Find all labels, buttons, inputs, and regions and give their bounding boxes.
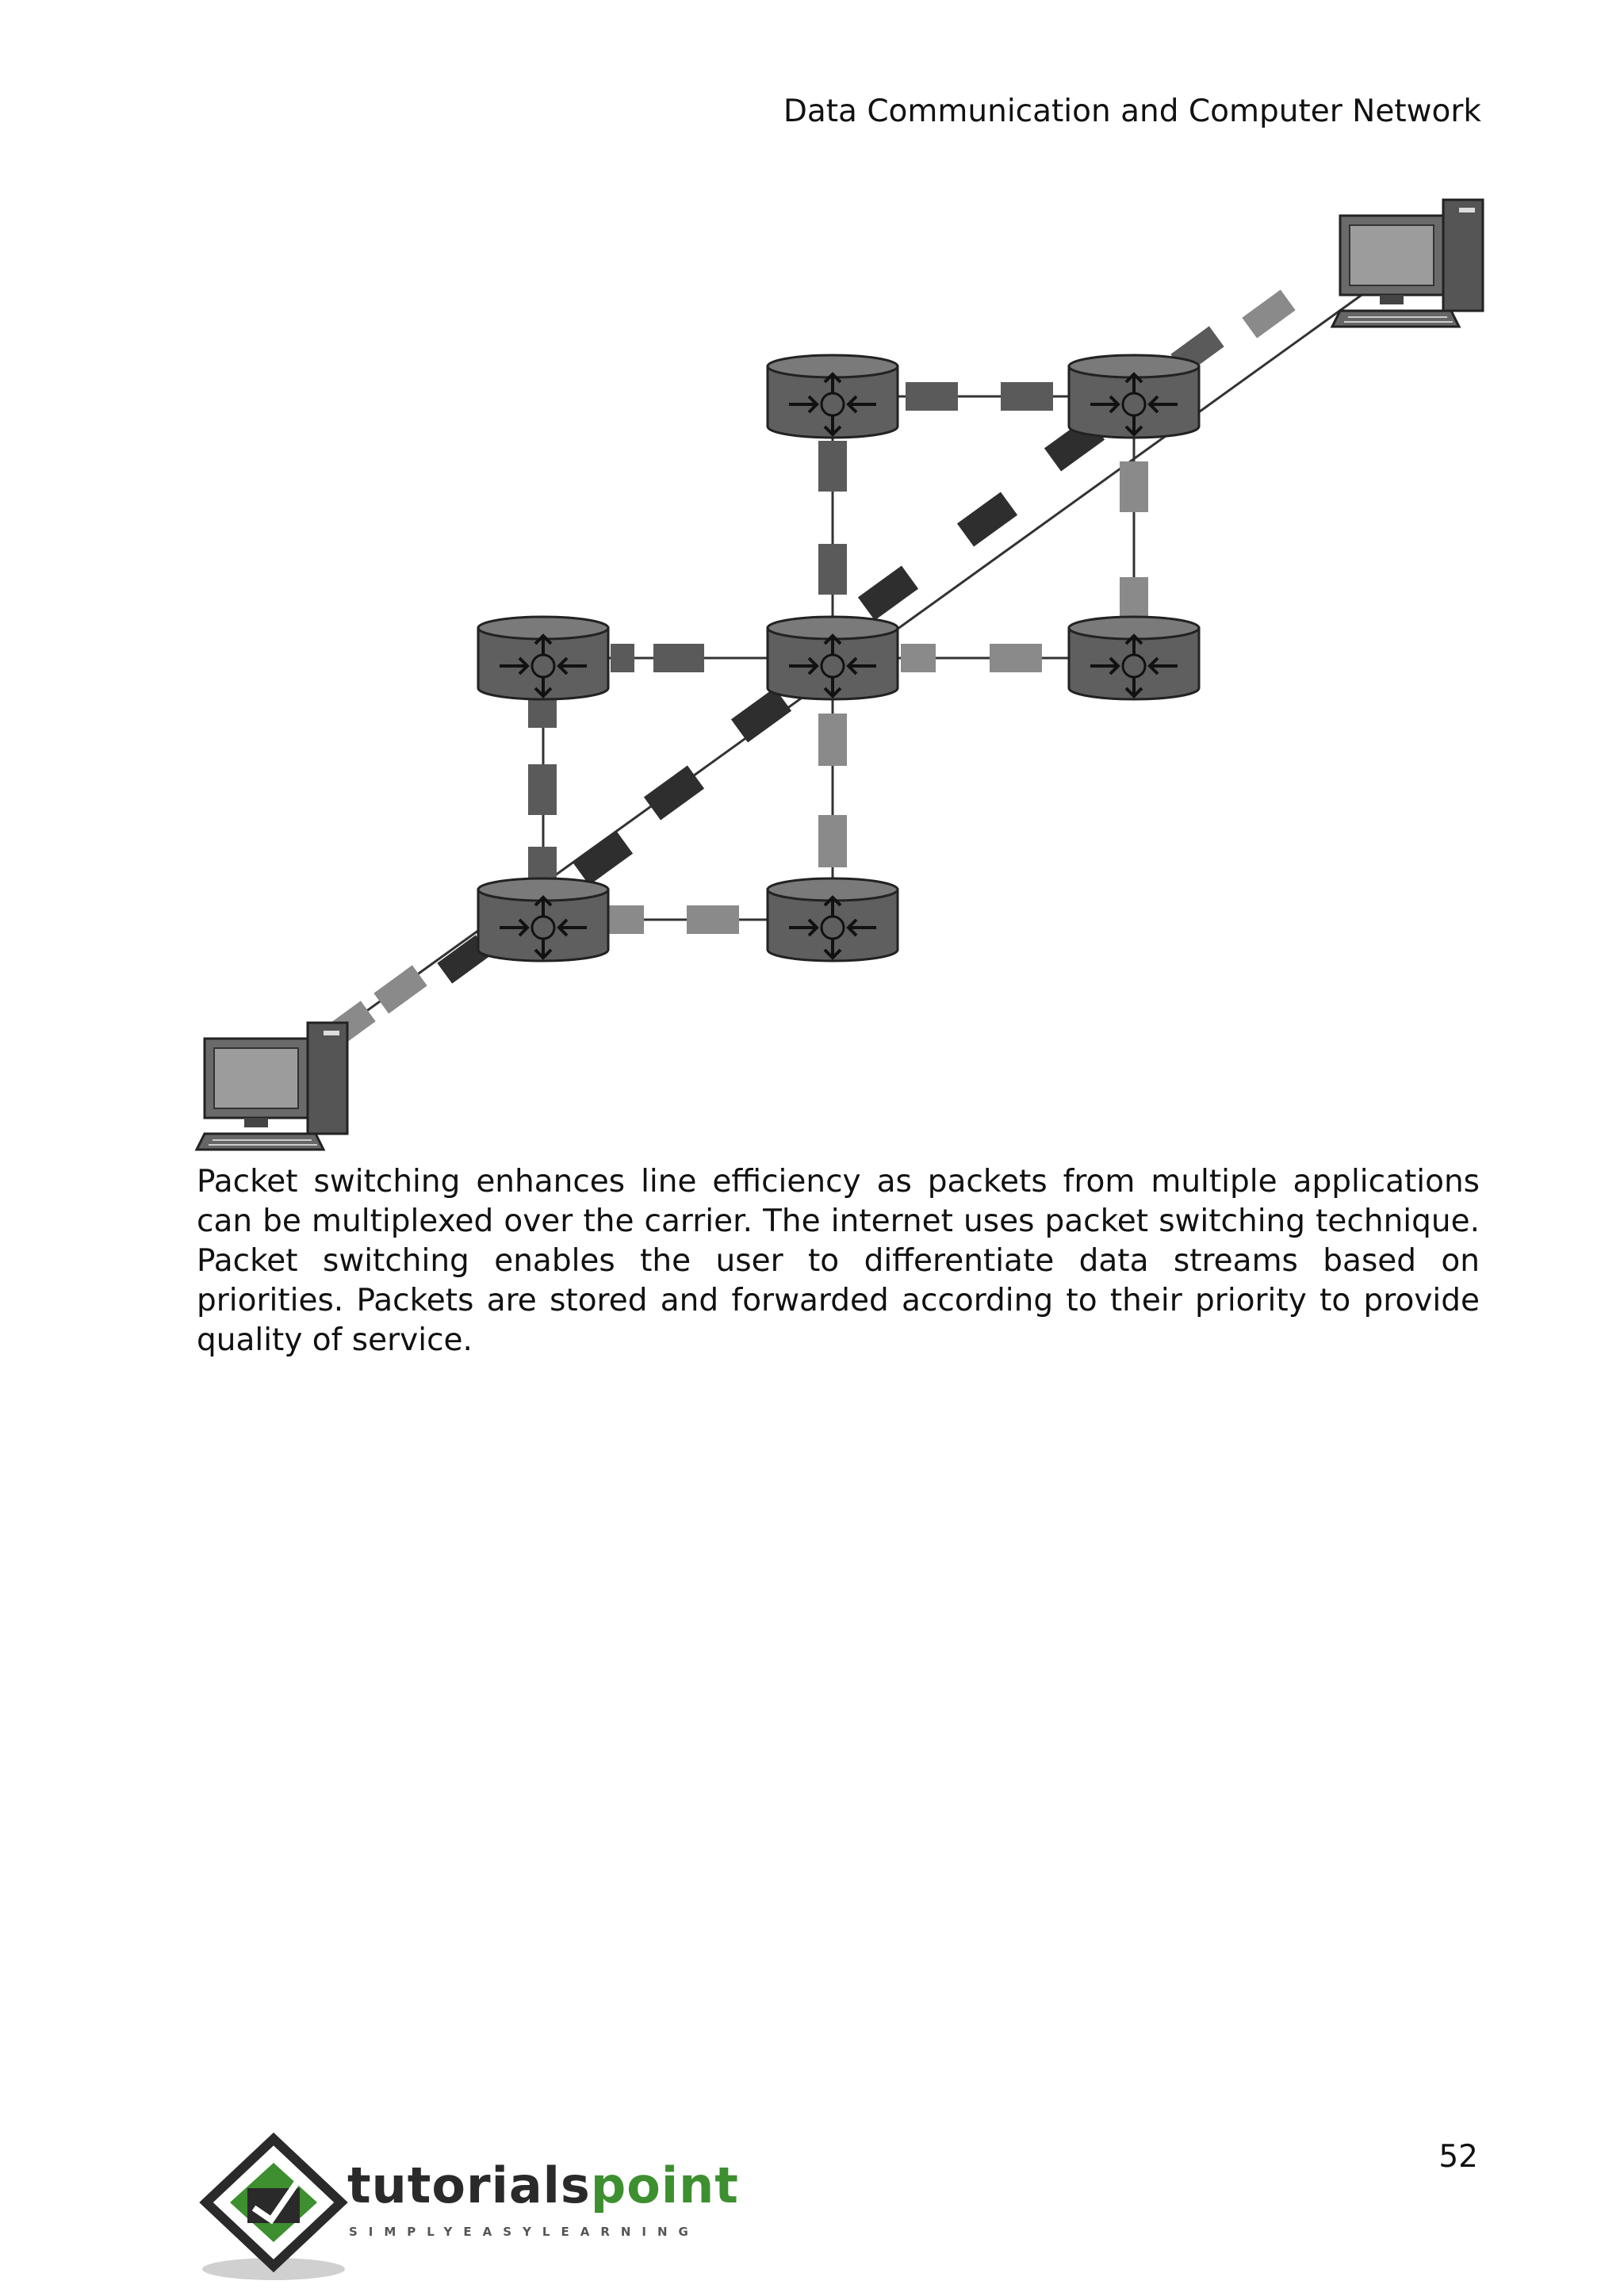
router-icon [1069, 355, 1199, 438]
router-icon [768, 617, 898, 699]
router-icon [478, 617, 608, 699]
computer-icon [1332, 200, 1483, 327]
logo-wordmark [347, 2156, 739, 2214]
router-icon [1069, 617, 1199, 699]
page-number: 52 [1438, 2139, 1478, 2175]
packets-light [609, 461, 1148, 934]
page-header-title: Data Communication and Computer Network [783, 94, 1481, 129]
logo-word-tutorials: tutorials [347, 2156, 591, 2214]
router-icon [768, 355, 898, 438]
router-icon [478, 878, 608, 961]
logo-word-point: point [590, 2156, 739, 2214]
body-paragraph: Packet switching enhances line efficiency as packets from multiple applications can be multiplexed over the carrier. The internet uses packet switching technique. Packet switching enables the user to differentiate data streams based on priorities. Packets are stored and forwarded according to their priority to provide quality of service. [197, 1164, 1480, 1358]
logo-tagline: SIMPLYEASYLEARNING [349, 2225, 699, 2239]
computer-icon [197, 1023, 347, 1150]
router-icon [768, 878, 898, 961]
tutorialspoint-logo-icon [198, 2133, 349, 2283]
